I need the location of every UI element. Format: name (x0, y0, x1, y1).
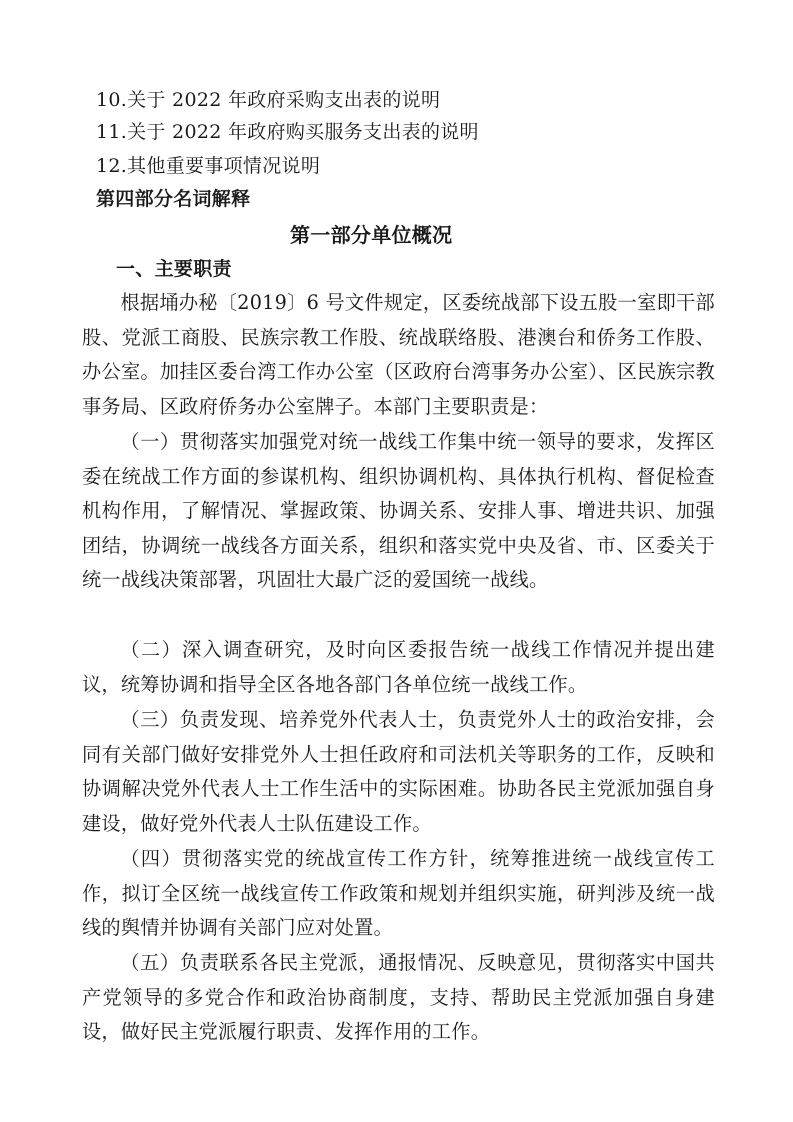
body-paragraph-1: （一）贯彻落实加强党对统一战线工作集中统一领导的要求，发挥区委在统战工作方面的参谋机构、组织协调机构、具体执行机构、督促检查机构作用，了解情况、掌握政策、协调关系、安排人事、增进共识、加强团结，协调统一战线各方面关系，组织和落实党中央及省、市、区委关于统一战线决策部署，巩固壮大最广泛的爱国统一战线。 (82, 430, 715, 591)
body-paragraph-3: （三）负责发现、培养党外代表人士，负责党外人士的政治安排，会同有关部门做好安排党外人士担任政府和司法机关等职务的工作，反映和协调解决党外代表人士工作生活中的实际困难。协助各民主党派加强自身建设，做好党外代表人士队伍建设工作。 (82, 708, 715, 835)
toc-item-10: 10.关于 2022 年政府采购支出表的说明 (96, 89, 441, 111)
body-paragraph-2: （二）深入调查研究，及时向区委报告统一战线工作情况并提出建议，统筹协调和指导全区各地各部门各单位统一战线工作。 (82, 638, 715, 696)
toc-item-12: 12.其他重要事项情况说明 (96, 155, 321, 177)
body-paragraph-intro: 根据埇办秘〔2019〕6 号文件规定，区委统战部下设五股一室即干部股、党派工商股、民族宗教工作股、统战联络股、港澳台和侨务工作股、办公室。加挂区委台湾工作办公室（区政府台湾事务办公室）、区民族宗教事务局、区政府侨务办公室牌子。本部门主要职责是： (82, 291, 715, 418)
body-paragraph-5: （五）负责联系各民主党派，通报情况、反映意见，贯彻落实中国共产党领导的多党合作和政治协商制度，支持、帮助民主党派加强自身建设，做好民主党派履行职责、发挥作用的工作。 (82, 951, 715, 1043)
part4-heading: 第四部分名词解释 (96, 188, 251, 210)
part1-heading: 第一部分单位概况 (290, 223, 453, 247)
toc-item-11: 11.关于 2022 年政府购买服务支出表的说明 (96, 121, 479, 143)
body-paragraph-4: （四）贯彻落实党的统战宣传工作方针，统筹推进统一战线宣传工作，拟订全区统一战线宣传工作政策和规划并组织实施，研判涉及统一战线的舆情并协调有关部门应对处置。 (82, 847, 715, 939)
section1-heading: 一、主要职责 (116, 258, 232, 280)
